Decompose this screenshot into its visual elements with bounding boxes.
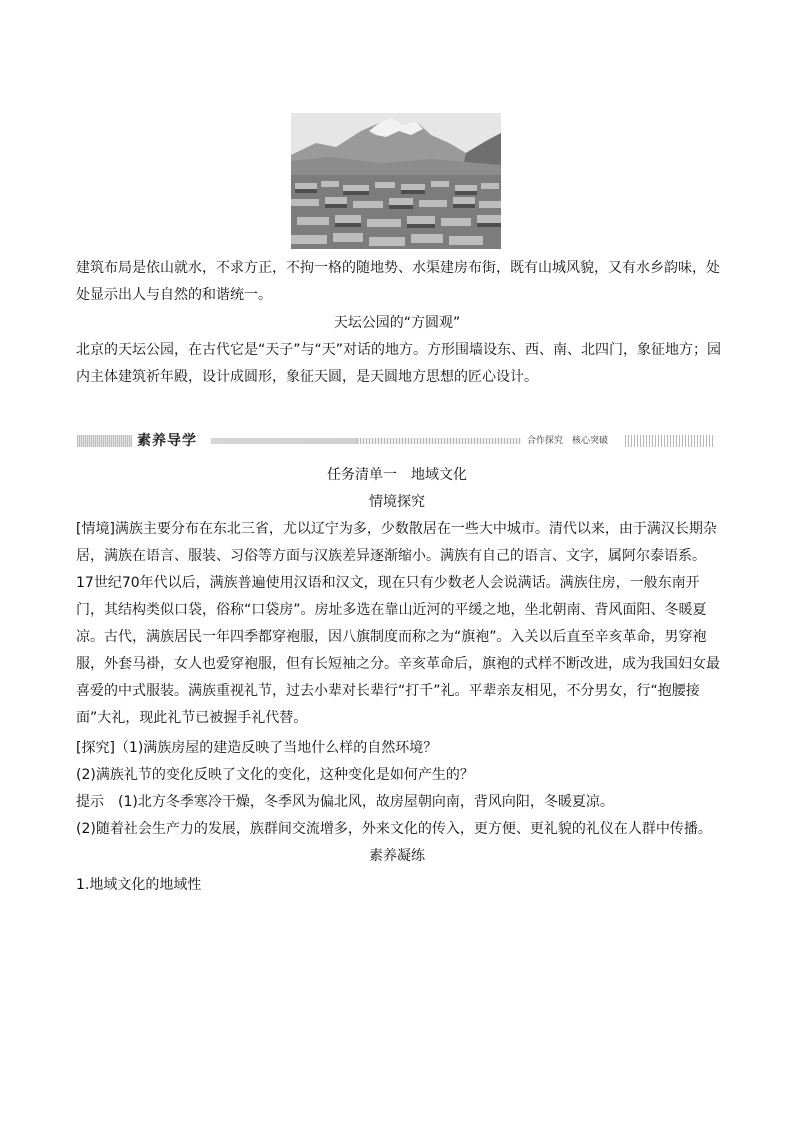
explore-question-1: [探究]（1)满族房屋的建造反映了当地什么样的自然环境？ — [76, 740, 438, 756]
hint-answer-1: 提示 (1)北方冬季寒冷干燥，冬季风为偏北风，故房屋朝向南，背风向阳，冬暖夏凉。 — [76, 794, 614, 810]
mountain-town-photo — [291, 113, 501, 249]
banner-right-hatch — [625, 435, 713, 447]
banner-dotted-bar — [357, 438, 521, 444]
paragraph-town-layout: 建筑布局是依山就水，不求方正，不拘一格的随地势、水渠建房布街，既有山城风貌，又有水乡韵味，处处显示出人与自然的和谐统一。 — [76, 260, 720, 303]
section-banner — [77, 432, 635, 450]
point-1: 1.地域文化的地域性 — [76, 877, 202, 893]
paragraph-situation: [情境]满族主要分布在东北三省，尤以辽宁为多，少数散居在一些大中城市。清代以来，由于满汉长期杂居，满族在语言、服装、习俗等方面与汉族差异逐渐缩小。满族有自己的语言、文字，属阿尔泰语系。17世纪70年代以后，满族普遍使用汉语和汉文，现在只有少数老人会说满话。满族住房，一般东南开门，其结构类似口袋，俗称“口袋房”。房址多选在靠山近河的平缓之地，坐北朝南、背风面阳、冬暖夏凉。古代，满族居民一年四季都穿袍服，因八旗制度而称之为“旗袍”。入关以后直至辛亥革命，男穿袍服，外套马褂，女人也爱穿袍服，但有长短袖之分。辛亥革命后，旗袍的式样不断改进，成为我国妇女最喜爱的中式服装。满族重视礼节，过去小辈对长辈行“打千”礼。平辈亲友相见，不分男女，行“抱腰接面”大礼，现此礼节已被握手礼代替。 — [76, 521, 720, 726]
sub-heading-situation: 情境探究 — [369, 494, 425, 510]
banner-left-hatch — [77, 435, 132, 447]
mountain-town-illustration — [291, 113, 501, 249]
heading-suyang: 素养凝练 — [369, 848, 425, 864]
section-subtitle: 合作探究 核心突破 — [527, 436, 609, 446]
heading-tiantan: 天坛公园的“方圆观” — [333, 315, 461, 331]
task-heading: 任务清单一 地域文化 — [327, 467, 467, 483]
section-title: 素养导学 — [137, 433, 197, 449]
explore-question-2: (2)满族礼节的变化反映了文化的变化，这种变化是如何产生的？ — [76, 767, 474, 783]
hint-answer-2: (2)随着社会生产力的发展，族群间交流增多，外来文化的传入，更方便、更礼貌的礼仪在人群中传播。 — [76, 821, 712, 837]
paragraph-tiantan: 北京的天坛公园，在古代它是“天子”与“天”对话的地方。方形围墙设东、西、南、北四门，象征地方；园内主体建筑祈年殿，设计成圆形，象征天圆，是天圆地方思想的匠心设计。 — [76, 342, 722, 385]
